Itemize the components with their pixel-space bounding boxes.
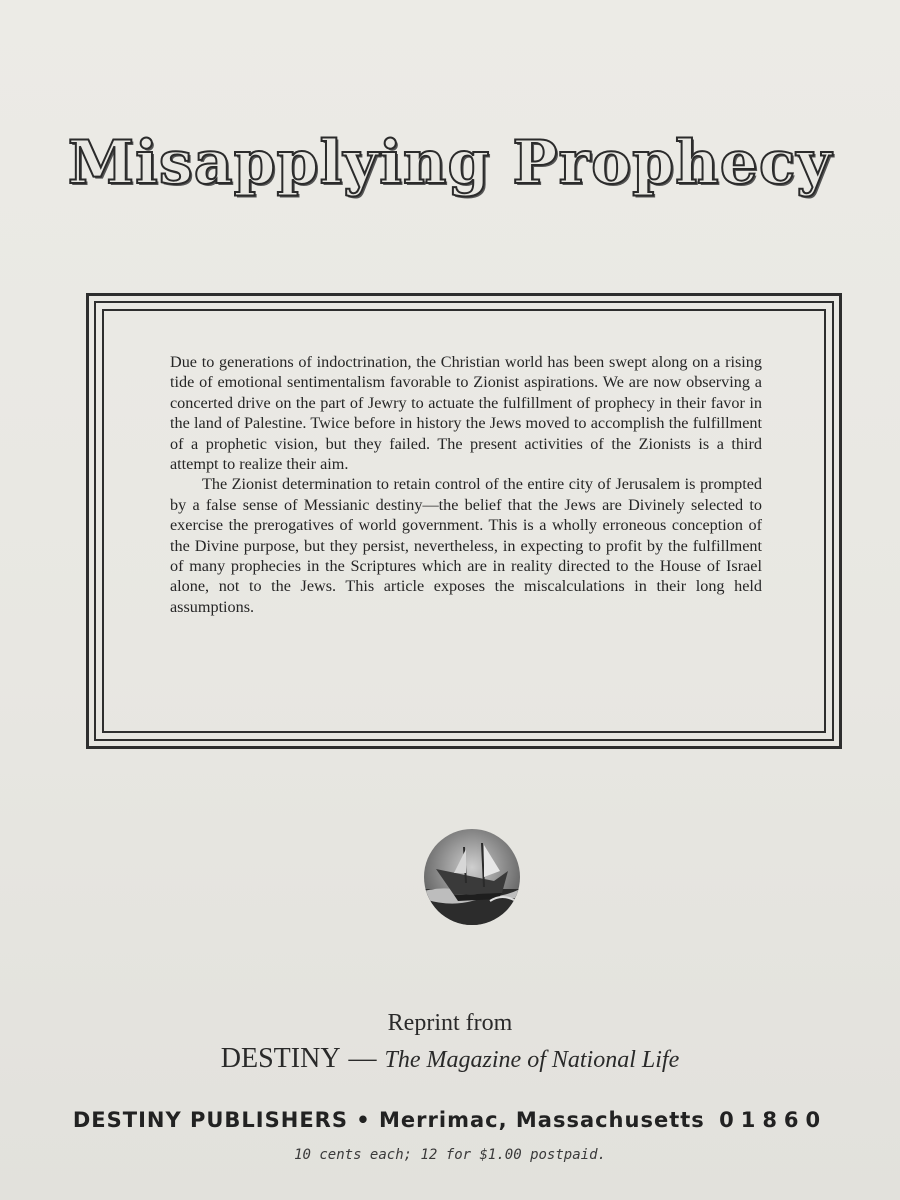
page-title: Misapplying Prophecy [67,128,833,198]
publisher-location: Merrimac, Massachusetts [379,1108,705,1132]
ship-on-waves-icon [424,829,520,925]
publisher-separator: • [356,1108,371,1132]
publisher-name: DESTINY PUBLISHERS [72,1108,348,1132]
magazine-name: DESTINY [220,1043,341,1074]
publisher-zip: 01860 [719,1108,828,1132]
magazine-line [0,1043,900,1075]
price-line: 10 cents each; 12 for $1.00 postpaid. [294,1147,606,1163]
magazine-dash: — [348,1043,377,1074]
publisher-line [0,1108,900,1132]
paragraph-2: The Zionist determination to retain control of the entire city of Jerusalem is prompted by a false sense of Messianic destiny—the belief that the Jews are Divinely selected to exercise the prerogatives of world government. This is a wholly erroneous conception of the Divine purpose, but they persist, nevertheless, in expecting to profit by the fulfillment of many prophecies in the Scriptures which are in reality directed to the House of Israel alone, not to the Jews. This article exposes the miscalculations in their long held assumptions. [170,475,762,616]
article-summary [170,352,762,617]
reprint-label: Reprint from [387,1010,513,1036]
magazine-subtitle: The Magazine of National Life [384,1047,680,1073]
paragraph-1: Due to generations of indoctrination, the Christian world has been swept along on a rising tide of emotional sentimentalism favorable to Zionist aspirations. We are now observing a concerted drive on the part of Jewry to actuate the fulfillment of prophecy in their favor in the land of Palestine. Twice before in history the Jews moved to accomplish the fulfillment of a prophetic vision, but they failed. The present activities of the Zionists is a third attempt to realize their aim. [170,353,762,474]
